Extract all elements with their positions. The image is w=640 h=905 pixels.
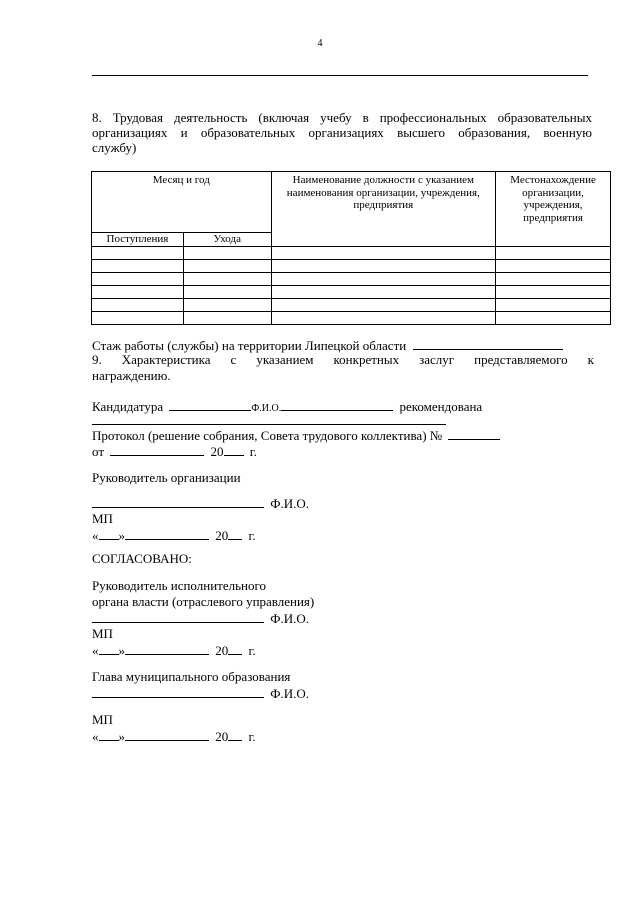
head-org-year: 20 bbox=[215, 528, 229, 543]
col-position: Наименование должности с указанием наименования организации, учреждения, предприятия bbox=[271, 172, 495, 247]
candidacy-recommended: рекомендована bbox=[399, 399, 483, 414]
head-exec-day-field[interactable] bbox=[99, 642, 119, 655]
cell[interactable] bbox=[271, 285, 495, 298]
head-muni-year-field[interactable] bbox=[228, 728, 242, 741]
section-9-word: представляемого bbox=[474, 352, 568, 367]
head-muni-year-suffix: г. bbox=[248, 729, 256, 744]
table-row[interactable] bbox=[92, 246, 611, 259]
cell[interactable] bbox=[496, 285, 611, 298]
cell[interactable] bbox=[271, 259, 495, 272]
date-close-quote: » bbox=[118, 528, 125, 543]
candidacy-label: Кандидатура bbox=[92, 399, 164, 414]
head-org-day-field[interactable] bbox=[99, 527, 119, 540]
agreed-heading: СОГЛАСОВАНО: bbox=[92, 551, 192, 566]
protocol-date-line bbox=[92, 443, 257, 459]
table-header-row bbox=[92, 172, 611, 233]
head-org-month-field[interactable] bbox=[125, 527, 209, 540]
cell[interactable] bbox=[183, 311, 271, 324]
table-row[interactable] bbox=[92, 285, 611, 298]
experience-label: Стаж работы (службы) на территории Липецкой области bbox=[92, 338, 407, 353]
head-muni-signature-field[interactable] bbox=[92, 685, 264, 698]
date-close-quote: » bbox=[118, 729, 125, 744]
cell[interactable] bbox=[183, 259, 271, 272]
work-history-table bbox=[91, 171, 611, 325]
date-close-quote: » bbox=[118, 643, 125, 658]
protocol-date-field[interactable] bbox=[110, 443, 204, 456]
table-row[interactable] bbox=[92, 259, 611, 272]
head-muni-label: Глава муниципального образования bbox=[92, 669, 291, 684]
cell[interactable] bbox=[496, 246, 611, 259]
head-org-date-line bbox=[92, 527, 256, 543]
cell[interactable] bbox=[496, 259, 611, 272]
head-org-year-suffix: г. bbox=[248, 528, 256, 543]
cell[interactable] bbox=[92, 246, 184, 259]
protocol-from-label: от bbox=[92, 444, 105, 459]
cell[interactable] bbox=[496, 298, 611, 311]
head-muni-signature-line bbox=[92, 685, 309, 701]
head-muni-date-line bbox=[92, 728, 256, 744]
cell[interactable] bbox=[92, 285, 184, 298]
head-exec-year-suffix: г. bbox=[248, 643, 256, 658]
section-8-line-1: 8. Трудовая деятельность (включая учебу в профессиональных образовательных bbox=[92, 110, 592, 125]
cell[interactable] bbox=[271, 298, 495, 311]
section-9-word: Характеристика bbox=[121, 352, 211, 367]
head-exec-month-field[interactable] bbox=[125, 642, 209, 655]
head-exec-line-2: органа власти (отраслевого управления) bbox=[92, 594, 315, 609]
cell[interactable] bbox=[183, 298, 271, 311]
date-open-quote: « bbox=[92, 528, 99, 543]
date-open-quote: « bbox=[92, 643, 99, 658]
protocol-year-suffix: г. bbox=[249, 444, 257, 459]
protocol-number-field[interactable] bbox=[448, 427, 500, 440]
section-9-line-1 bbox=[92, 352, 594, 367]
cell[interactable] bbox=[92, 311, 184, 324]
table-row[interactable] bbox=[92, 272, 611, 285]
candidacy-underline[interactable] bbox=[92, 424, 446, 425]
head-org-year-field[interactable] bbox=[228, 527, 242, 540]
head-org-mp: МП bbox=[92, 511, 113, 526]
head-muni-day-field[interactable] bbox=[99, 728, 119, 741]
cell[interactable] bbox=[92, 272, 184, 285]
section-8-line-3: службу) bbox=[92, 140, 137, 155]
head-org-signature-field[interactable] bbox=[92, 495, 264, 508]
date-open-quote: « bbox=[92, 729, 99, 744]
table-row[interactable] bbox=[92, 298, 611, 311]
col-month-year: Месяц и год bbox=[92, 172, 272, 233]
head-muni-fio: Ф.И.О. bbox=[270, 686, 310, 701]
head-exec-fio: Ф.И.О. bbox=[270, 611, 310, 626]
page-number: 4 bbox=[317, 38, 323, 49]
head-exec-mp: МП bbox=[92, 626, 113, 641]
cell[interactable] bbox=[271, 246, 495, 259]
head-org-fio: Ф.И.О. bbox=[270, 496, 310, 511]
cell[interactable] bbox=[183, 285, 271, 298]
section-9-word: заслуг bbox=[419, 352, 455, 367]
col-location: Местонахождение организации, учреждения, предприятия bbox=[496, 172, 611, 247]
table-row[interactable] bbox=[92, 311, 611, 324]
head-exec-date-line bbox=[92, 642, 256, 658]
col-entry: Поступления bbox=[92, 233, 184, 247]
col-leave: Ухода bbox=[183, 233, 271, 247]
cell[interactable] bbox=[92, 298, 184, 311]
cell[interactable] bbox=[496, 272, 611, 285]
section-8-heading bbox=[92, 110, 592, 155]
head-exec-year: 20 bbox=[215, 643, 229, 658]
candidacy-field-1[interactable] bbox=[169, 398, 251, 411]
candidacy-field-2[interactable] bbox=[281, 398, 393, 411]
protocol-line bbox=[92, 427, 500, 443]
cell[interactable] bbox=[183, 246, 271, 259]
section-9-word: 9. bbox=[92, 352, 102, 367]
candidacy-line bbox=[92, 398, 482, 416]
head-exec-signature-line bbox=[92, 610, 309, 626]
protocol-year: 20 bbox=[210, 444, 224, 459]
cell[interactable] bbox=[271, 272, 495, 285]
protocol-year-field[interactable] bbox=[224, 443, 244, 456]
cell[interactable] bbox=[496, 311, 611, 324]
cell[interactable] bbox=[271, 311, 495, 324]
head-muni-month-field[interactable] bbox=[125, 728, 209, 741]
section-9-word: указанием bbox=[256, 352, 314, 367]
head-exec-line-1: Руководитель исполнительного bbox=[92, 578, 266, 593]
section-9-word: с bbox=[230, 352, 237, 367]
cell[interactable] bbox=[92, 259, 184, 272]
header-rule bbox=[92, 75, 588, 76]
head-muni-mp: МП bbox=[92, 712, 113, 727]
head-org-signature-line bbox=[92, 495, 309, 511]
cell[interactable] bbox=[183, 272, 271, 285]
section-9-line-2: награждению. bbox=[92, 368, 171, 383]
section-9-word: конкретных bbox=[333, 352, 400, 367]
head-org-label: Руководитель организации bbox=[92, 470, 241, 485]
candidacy-fio-label: Ф.И.О. bbox=[251, 403, 282, 414]
section-8-line-2: организациях и образовательных организациях высшего образования, военную bbox=[92, 125, 592, 140]
section-9-word: к bbox=[587, 352, 594, 367]
head-muni-year: 20 bbox=[215, 729, 229, 744]
experience-field[interactable] bbox=[413, 337, 563, 350]
protocol-label: Протокол (решение собрания, Совета трудового коллектива) № bbox=[92, 428, 443, 443]
head-exec-signature-field[interactable] bbox=[92, 610, 264, 623]
experience-line bbox=[92, 337, 563, 353]
head-exec-year-field[interactable] bbox=[228, 642, 242, 655]
